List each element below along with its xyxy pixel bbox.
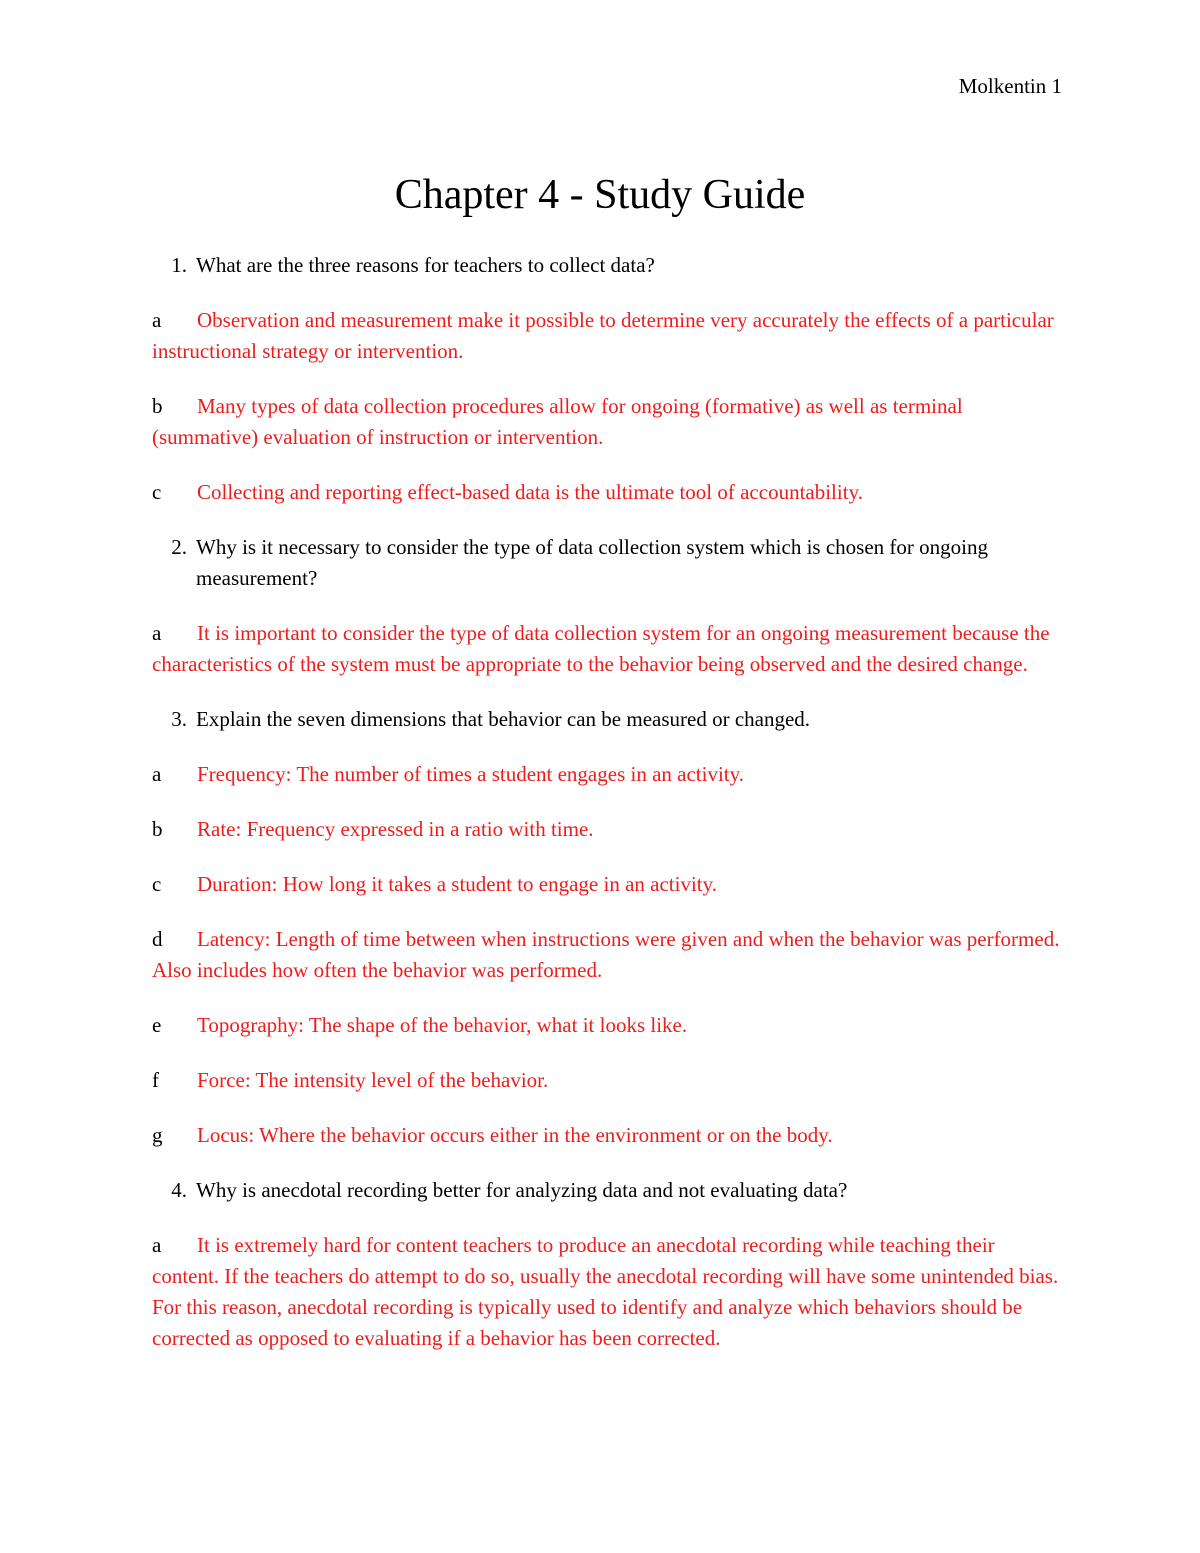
- answer-letter: d: [152, 927, 163, 951]
- question-3: [152, 704, 1064, 735]
- answer-3b: [152, 814, 1064, 845]
- answer-text: Rate: Frequency expressed in a ratio with time.: [197, 817, 594, 841]
- answer-letter: a: [152, 762, 162, 786]
- answer-3g: [152, 1120, 1064, 1151]
- question-text: Explain the seven dimensions that behavior can be measured or changed.: [196, 707, 811, 731]
- answer-text: Many types of data collection procedures allow for ongoing (formative) as well as terminal (summative) evaluation of instruction or intervention.: [152, 394, 963, 449]
- answer-text: Frequency: The number of times a student engages in an activity.: [197, 762, 745, 786]
- answer-text: Force: The intensity level of the behavior.: [197, 1068, 549, 1092]
- answer-letter: b: [152, 817, 163, 841]
- question-number: 2.: [171, 535, 187, 559]
- answer-1c: [152, 477, 1064, 508]
- question-number: 4.: [171, 1178, 187, 1202]
- question-text: Why is it necessary to consider the type of data collection system which is chosen for ongoing measurement?: [196, 535, 988, 590]
- page-title: Chapter 4 - Study Guide: [394, 172, 806, 218]
- answer-letter: c: [152, 872, 162, 896]
- question-text: What are the three reasons for teachers to collect data?: [196, 253, 655, 277]
- answer-2a: [152, 618, 1064, 680]
- question-4: [152, 1175, 1064, 1206]
- answer-3e: [152, 1010, 1064, 1041]
- answer-letter: a: [152, 1233, 162, 1257]
- question-number: 1.: [171, 253, 187, 277]
- answer-1a: [152, 305, 1064, 367]
- answer-text: Collecting and reporting effect-based data is the ultimate tool of accountability.: [197, 480, 863, 504]
- answer-4a: [152, 1230, 1064, 1354]
- answer-text: Observation and measurement make it possible to determine very accurately the effects of a particular instructional strategy or intervention.: [152, 308, 1054, 363]
- answer-letter: c: [152, 480, 162, 504]
- answer-letter: b: [152, 394, 163, 418]
- answer-letter: a: [152, 308, 162, 332]
- answer-3d: [152, 924, 1064, 986]
- answer-3a: [152, 759, 1064, 790]
- document-body: [152, 250, 1064, 1378]
- answer-3c: [152, 869, 1064, 900]
- answer-letter: f: [152, 1068, 159, 1092]
- question-number: 3.: [171, 707, 187, 731]
- answer-text: It is extremely hard for content teachers to produce an anecdotal recording while teaching their content. If the teachers do attempt to do so, usually the anecdotal recording will have some unintended bias. For this reason, anecdotal recording is typically used to identify and analyze which behaviors should be corrected as opposed to evaluating if a behavior has been corrected.: [152, 1233, 1059, 1350]
- answer-1b: [152, 391, 1064, 453]
- question-2: [152, 532, 1064, 594]
- answer-3f: [152, 1065, 1064, 1096]
- question-1: [152, 250, 1064, 281]
- question-text: Why is anecdotal recording better for analyzing data and not evaluating data?: [196, 1178, 848, 1202]
- running-head: Molkentin 1: [958, 74, 1062, 98]
- answer-letter: e: [152, 1013, 162, 1037]
- answer-text: It is important to consider the type of data collection system for an ongoing measurement because the characteristics of the system must be appropriate to the behavior being observed and the desired change.: [152, 621, 1050, 676]
- answer-text: Locus: Where the behavior occurs either in the environment or on the body.: [197, 1123, 833, 1147]
- answer-letter: a: [152, 621, 162, 645]
- answer-letter: g: [152, 1123, 163, 1147]
- answer-text: Latency: Length of time between when instructions were given and when the behavior was performed. Also includes how often the behavior was performed.: [152, 927, 1060, 982]
- answer-text: Topography: The shape of the behavior, what it looks like.: [197, 1013, 688, 1037]
- answer-text: Duration: How long it takes a student to engage in an activity.: [197, 872, 718, 896]
